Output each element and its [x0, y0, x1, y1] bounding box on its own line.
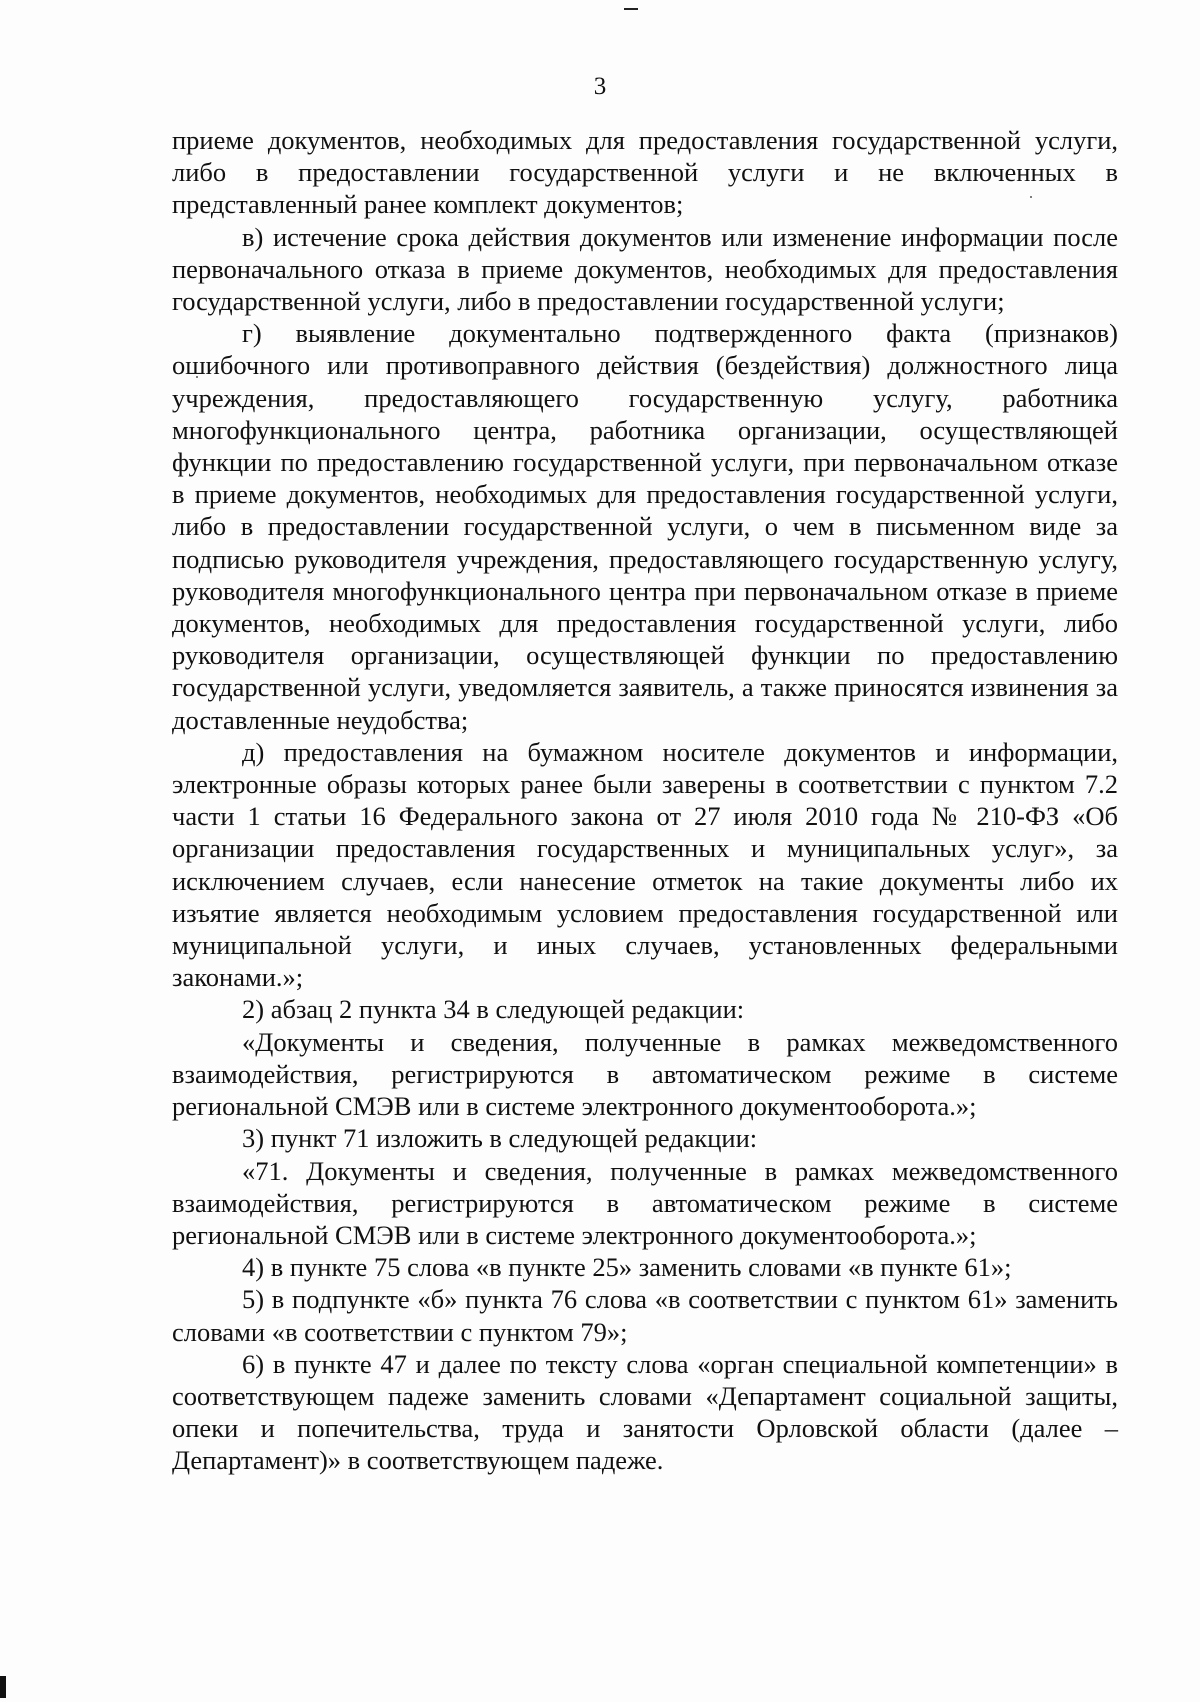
page-number: 3 [593, 73, 607, 100]
scan-mark-left [0, 1676, 6, 1698]
paragraph-continuation: приеме документов, необходимых для предоставления государственной услуги, либо в предоставлении государственной услуги и не включенных в представленный ранее комплект документов; [172, 125, 1118, 220]
paragraph-item-g: г) выявление документально подтвержденного факта (признаков) ошибочного или противоправного действия (бездействия) должностного лица учреждения, предоставляющего государственную услугу, работника многофункционального центра, работника организации, осуществляющей функции по предоставлению государственной услуги, при первоначальном отказе в приеме документов, необходимых для предоставления государственной услуги, либо в предоставлении государственной услуги, о чем в письменном виде за подписью руководителя учреждения, предоставляющего государственную услугу, руководителя многофункционального центра при первоначальном отказе в приеме документов, необходимых для предоставления государственной услуги, либо руководителя организации, осуществляющей функции по предоставлению государственной услуги, уведомляется заявитель, а также приносятся извинения за доставленные неудобства; [172, 318, 1118, 735]
paragraph-amendment-5: 5) в подпункте «б» пункта 76 слова «в соответствии с пунктом 61» заменить словами «в соответствии с пунктом 79»; [172, 1284, 1118, 1347]
paragraph-item-d: д) предоставления на бумажном носителе документов и информации, электронные образы которых ранее были заверены в соответствии с пунктом 7.2 части 1 статьи 16 Федерального закона от 27 июля 2010 года № 210-ФЗ «Об организации предоставления государственных и муниципальных услуг», за исключением случаев, если нанесение отметок на такие документы либо их изъятие является необходимым условием предоставления государственной или муниципальной услуги, и иных случаев, установленных федеральными законами.»; [172, 736, 1118, 993]
paragraph-amendment-2: 2) абзац 2 пункта 34 в следующей редакции: [242, 994, 745, 1025]
paragraph-amendment-4: 4) в пункте 75 слова «в пункте 25» заменить словами «в пункте 61»; [242, 1252, 1012, 1283]
paragraph-quote-34: «Документы и сведения, полученные в рамках межведомственного взаимодействия, регистрируются в автоматическом режиме в системе региональной СМЭВ или в системе электронного документооборота.»; [172, 1026, 1118, 1122]
paragraph-amendment-3: 3) пункт 71 изложить в следующей редакции: [242, 1123, 758, 1154]
paragraph-amendment-6: 6) в пункте 47 и далее по тексту слова «орган специальной компетенции» в соответствующем падеже заменить словами «Департамент социальной защиты, опеки и попечительства, труда и занятости Орловской области (далее – Департамент)» в соответствующем падеже. [172, 1348, 1118, 1476]
paragraph-quote-71: «71. Документы и сведения, полученные в рамках межведомственного взаимодействия, регистрируются в автоматическом режиме в системе региональной СМЭВ или в системе электронного документооборота.»; [172, 1155, 1118, 1250]
scan-mark-top [624, 8, 638, 10]
document-body [172, 124, 1118, 1477]
paragraph-item-v: в) истечение срока действия документов или изменение информации после первоначального отказа в приеме документов, необходимых для предоставления государственной услуги, либо в предоставлении государственной услуги; [172, 221, 1118, 317]
